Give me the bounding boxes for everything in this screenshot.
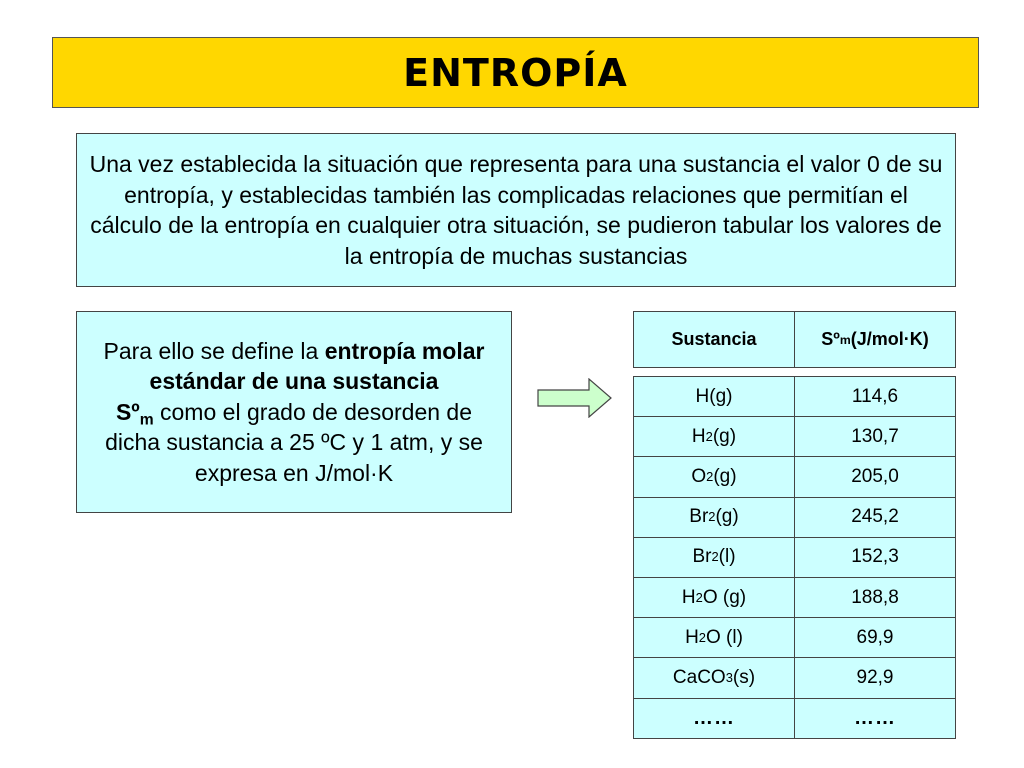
definition-part1: Para ello se define la xyxy=(103,337,325,364)
definition-symbol-sub: m xyxy=(139,411,154,429)
formula-rest: (g) xyxy=(713,465,737,487)
formula-rest: (l) xyxy=(718,546,736,568)
header-entropy-symbol: Sº xyxy=(821,329,840,349)
header-entropy: Sº m (J/mol·K) xyxy=(821,329,929,349)
value-cell: 188,8 xyxy=(851,586,899,608)
formula-rest: (s) xyxy=(732,666,756,688)
substance-cell: O 2 (g) xyxy=(634,457,795,496)
value-cell: 245,2 xyxy=(851,506,899,528)
table-row-ellipsis xyxy=(634,699,955,739)
value-cell: 69,9 xyxy=(856,626,894,648)
formula-main: H xyxy=(685,626,699,648)
definition-box xyxy=(76,311,512,513)
substance-cell: H 2 O (g) xyxy=(634,578,795,617)
substance-cell: CaCO 3 (s) xyxy=(634,658,795,697)
substance-cell: H 2 O (l) xyxy=(634,618,795,657)
entropy-table xyxy=(633,376,956,739)
definition-symbol-main: Sº xyxy=(115,398,140,425)
definition-part2: como el grado de desorden de dicha sustancia a 25 ºC y 1 atm, y se expresa en J/mol·K xyxy=(105,398,483,486)
ellipsis-substance: …… xyxy=(634,699,795,739)
table-row xyxy=(634,538,955,578)
table-row xyxy=(634,457,955,497)
right-arrow-icon xyxy=(537,378,613,418)
table-row xyxy=(634,618,955,658)
substance-cell: Br 2 (l) xyxy=(634,538,795,577)
formula-main: H xyxy=(695,385,710,407)
arrow-shape xyxy=(538,379,611,417)
definition-bold-term: entropía molar estándar de una sustancia xyxy=(149,337,485,395)
table-row xyxy=(634,377,955,417)
formula-rest: (g) xyxy=(715,506,739,528)
substance-cell xyxy=(634,377,795,416)
definition-text xyxy=(91,336,497,489)
formula-main: CaCO xyxy=(672,666,726,688)
value-cell: 92,9 xyxy=(856,666,894,688)
formula-rest: (g) xyxy=(709,385,733,407)
value-cell: 114,6 xyxy=(851,385,899,407)
formula-main: Br xyxy=(692,546,712,568)
formula-rest: O (l) xyxy=(705,626,743,648)
table-header xyxy=(633,311,956,368)
substance-cell: Br 2 (g) xyxy=(634,498,795,537)
table-row xyxy=(634,658,955,698)
table-row xyxy=(634,498,955,538)
ellipsis-value: …… xyxy=(854,707,896,730)
value-cell: 205,0 xyxy=(851,465,899,487)
intro-box xyxy=(76,133,956,287)
formula-main: Br xyxy=(689,506,709,528)
table-row xyxy=(634,578,955,618)
formula-rest: (g) xyxy=(712,425,737,447)
header-substance: Sustancia xyxy=(634,312,795,367)
value-cell: 130,7 xyxy=(851,425,899,447)
page-title: ENTROPÍA xyxy=(403,50,628,95)
formula-main: O xyxy=(691,465,707,487)
formula-main: H xyxy=(681,586,696,608)
table-row xyxy=(634,417,955,457)
substance-cell: H 2 (g) xyxy=(634,417,795,456)
definition-symbol xyxy=(115,398,154,429)
intro-text: Una vez establecida la situación que representa para una sustancia el valor 0 de su entropía, y establecidas también las complicadas relaciones que permitían el cálculo de la entropía en cualquier otra situación, se pudieron tabular los valores de la entropía de muchas sustancias xyxy=(89,151,943,269)
formula-main: H xyxy=(691,425,706,447)
header-entropy-unit: (J/mol·K) xyxy=(850,329,929,349)
title-banner xyxy=(52,37,979,108)
formula-rest: O (g) xyxy=(702,586,747,608)
value-cell: 152,3 xyxy=(851,546,899,568)
